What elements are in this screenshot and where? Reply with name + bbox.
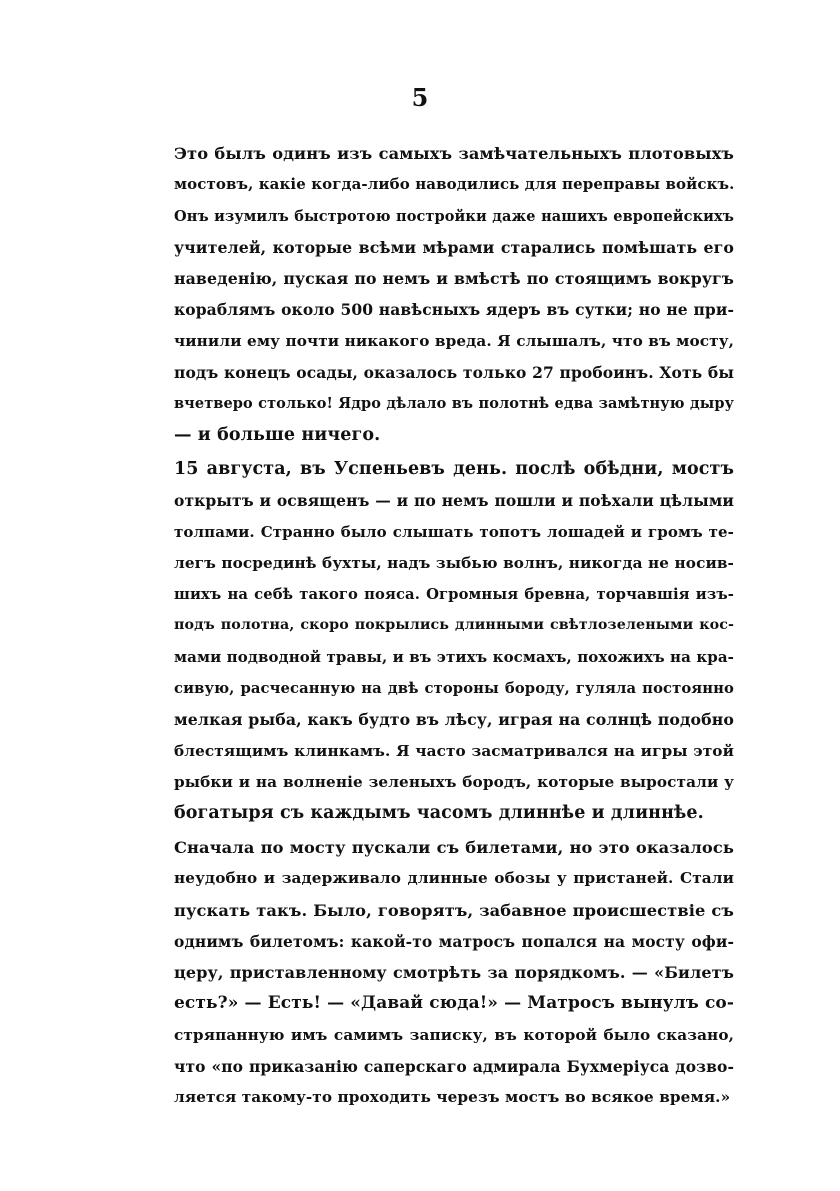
text-line: блестящимъ клинкамъ. Я часто засматривался на игры этой (174, 741, 734, 760)
text-line: Это былъ одинъ изъ самыхъ замѣчательныхъ плотовыхъ (174, 144, 734, 163)
text-line: легъ посрединѣ бухты, надъ зыбью волнъ, никогда не носив- (174, 553, 734, 572)
text-line: что «по приказанію саперскаго адмирала Бухмеріуса дозво- (174, 1057, 734, 1077)
text-line: шихъ на себѣ такого пояса. Огромныя бревна, торчавшія изъ- (174, 586, 734, 604)
text-line: ляется такому-то проходить черезъ мостъ во всякое время.» (174, 1088, 731, 1107)
text-line: церу, приставленному смотрѣть за порядкомъ. — «Билетъ (174, 963, 734, 983)
text-line: кораблямъ около 500 навѣсныхъ ядеръ въ сутки; но не при- (174, 300, 734, 320)
text-line: есть?» — Есть! — «Давай сюда!» — Матросъ вынулъ со- (174, 993, 734, 1014)
text-line: Сначала по мосту пускали съ билетами, но это оказалось (174, 838, 734, 857)
text-line: толпами. Странно было слышать топотъ лошадей и громъ те- (174, 522, 734, 541)
page-number: 5 (411, 83, 429, 112)
text-line: Онъ изумилъ быстротою постройки даже нашихъ европейскихъ (174, 207, 734, 225)
text-line: сивую, расчесанную на двѣ стороны бороду, гуляла постоянно (174, 680, 734, 698)
paragraph (174, 138, 734, 451)
text-line: рыбки и на волненіе зеленыхъ бородъ, которые выростали у (174, 772, 734, 791)
text-line: открытъ и освященъ — и по немъ пошли и поѣхали цѣлыми (174, 491, 734, 511)
text-line: мостовъ, какіе когда-либо наводились для переправы войскъ. (174, 175, 735, 194)
text-line: богатыря съ каждымъ часомъ длиннѣе и длиннѣе. (174, 803, 704, 824)
text-line: подъ конецъ осады, оказалось только 27 пробоинъ. Хоть бы (174, 363, 734, 383)
text-line: 15 августа, въ Успеньевъ день. послѣ обѣдни, мостъ (174, 459, 734, 479)
text-line: наведенію, пуская по немъ и вмѣстѣ по стоящимъ вокругъ (174, 269, 734, 289)
paragraph (174, 832, 734, 1114)
paragraph (174, 454, 734, 830)
text-line: чинили ему почти никакого вреда. Я слышалъ, что въ мосту, (174, 331, 734, 350)
text-line: подъ полотна, скоро покрылись длинными свѣтлозелеными кос- (174, 617, 734, 634)
text-line: мелкая рыба, какъ будто въ лѣсу, играя на солнцѣ подобно (174, 710, 734, 730)
text-line: неудобно и задерживало длинные обозы у пристаней. Стали (174, 869, 734, 888)
text-line: мами подводной травы, и въ этихъ космахъ, похожихъ на кра- (174, 647, 734, 666)
text-line: однимъ билетомъ: какой-то матросъ попался на мосту офи- (174, 931, 734, 951)
text-line: учителей, которые всѣми мѣрами старались помѣшать его (174, 237, 734, 257)
text-line: вчетверо столько! Ядро дѣлало въ полотнѣ едва замѣтную дыру (174, 395, 734, 413)
text-line: пускать такъ. Было, говорятъ, забавное происшествіе съ (174, 900, 734, 920)
text-line: — и больше ничего. (174, 424, 381, 445)
text-line: стряпанную имъ самимъ записку, въ которой было сказано, (174, 1025, 734, 1044)
